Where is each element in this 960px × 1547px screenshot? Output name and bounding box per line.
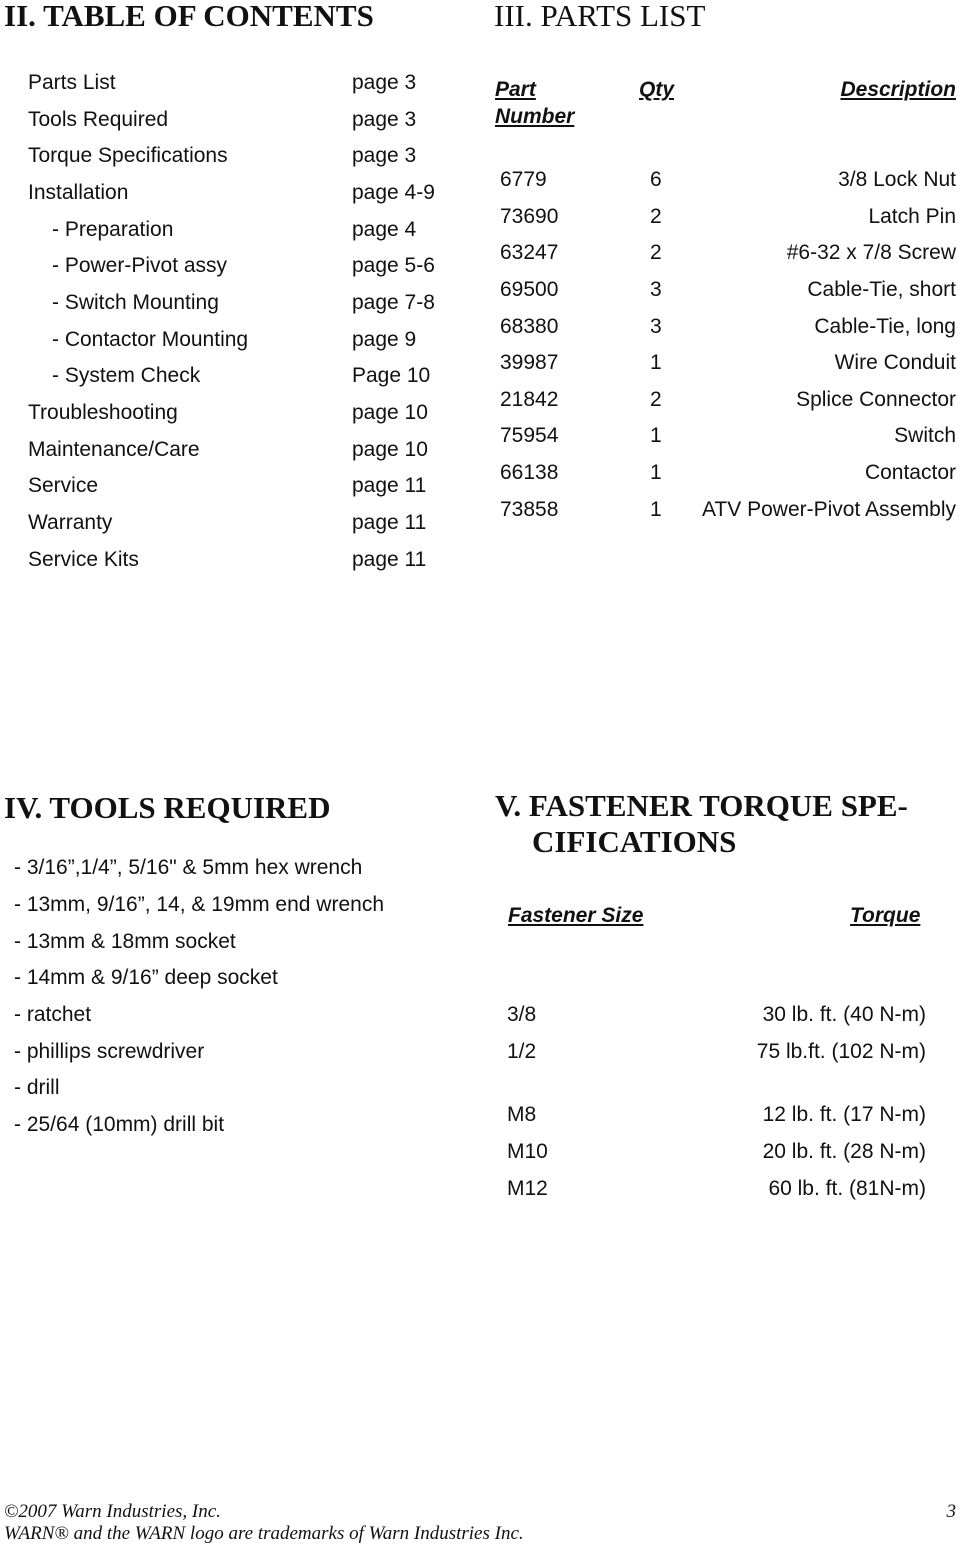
part-qty: 2 (650, 388, 662, 411)
torque-row (490, 1037, 930, 1067)
toc-entry (0, 288, 460, 318)
footer-page-number: 3 (946, 1501, 956, 1522)
toc-page: page 4 (352, 218, 417, 241)
toc-label: Tools Required (28, 108, 169, 131)
part-qty: 1 (650, 461, 662, 484)
toc-label: Service (28, 474, 99, 497)
toc-page: Page 10 (352, 364, 431, 387)
toc-entry (0, 545, 460, 575)
part-qty: 1 (650, 351, 662, 374)
parts-row (490, 165, 960, 195)
toc-page: page 3 (352, 108, 417, 131)
parts-row (490, 238, 960, 268)
toc-page: page 7-8 (352, 291, 435, 314)
tool-item: - ratchet (14, 1003, 92, 1026)
tool-item: - 25/64 (10mm) drill bit (14, 1113, 225, 1136)
parts-col-part-number (495, 76, 574, 130)
toc-entry (0, 178, 460, 208)
parts-heading: III. PARTS LIST (494, 0, 706, 33)
torque-value: 30 lb. ft. (40 N-m) (762, 1003, 926, 1026)
toc-entry (0, 471, 460, 501)
toc-label: Warranty (28, 511, 113, 534)
torque-heading (495, 788, 908, 860)
fastener-size: M12 (507, 1177, 548, 1200)
parts-col-description: Description (840, 78, 956, 101)
part-description: 3/8 Lock Nut (838, 168, 956, 191)
parts-row (490, 348, 960, 378)
parts-col-part-line1: Part (495, 78, 536, 101)
torque-value: 20 lb. ft. (28 N-m) (762, 1140, 926, 1163)
part-number: 21842 (500, 388, 559, 411)
toc-heading: II. TABLE OF CONTENTS (4, 0, 374, 33)
toc-entry (0, 361, 460, 391)
torque-heading-line1: V. FASTENER TORQUE SPE- (495, 788, 908, 823)
toc-entry (0, 251, 460, 281)
toc-page: page 10 (352, 401, 428, 424)
parts-row (490, 385, 960, 415)
part-description: ATV Power-Pivot Assembly (701, 498, 956, 521)
toc-page: page 5-6 (352, 254, 435, 277)
tool-item: - 14mm & 9/16” deep socket (14, 966, 278, 989)
part-number: 75954 (500, 424, 559, 447)
toc-page: page 11 (352, 548, 427, 571)
toc-page: page 3 (352, 144, 417, 167)
toc-label: Maintenance/Care (28, 438, 200, 461)
toc-page: page 3 (352, 71, 417, 94)
toc-label: Troubleshooting (28, 401, 178, 424)
torque-col-torque: Torque (850, 904, 921, 927)
footer-copyright: ©2007 Warn Industries, Inc. (4, 1501, 221, 1522)
torque-value: 75 lb.ft. (102 N-m) (756, 1040, 926, 1063)
torque-row (490, 1174, 930, 1204)
part-qty: 3 (650, 278, 662, 301)
part-description: Latch Pin (868, 205, 956, 228)
torque-heading-line2: CIFICATIONS (532, 824, 737, 859)
toc-label: - System Check (52, 364, 201, 387)
toc-label: - Power-Pivot assy (52, 254, 228, 277)
toc-label: - Preparation (52, 218, 174, 241)
toc-label: Installation (28, 181, 129, 204)
parts-row (490, 458, 960, 488)
torque-value: 12 lb. ft. (17 N-m) (762, 1103, 926, 1126)
toc-entry (0, 215, 460, 245)
part-description: #6-32 x 7/8 Screw (786, 241, 956, 264)
parts-row (490, 421, 960, 451)
fastener-size: 3/8 (507, 1003, 537, 1026)
toc-entry (0, 398, 460, 428)
tool-item: - 13mm & 18mm socket (14, 930, 236, 953)
part-description: Cable-Tie, short (807, 278, 956, 301)
parts-row (490, 495, 960, 525)
part-description: Cable-Tie, long (814, 315, 956, 338)
toc-page: page 11 (352, 511, 427, 534)
tool-item: - 3/16”,1/4”, 5/16" & 5mm hex wrench (14, 856, 363, 879)
torque-value: 60 lb. ft. (81N-m) (768, 1177, 926, 1200)
toc-label: Parts List (28, 71, 116, 94)
tool-item: - drill (14, 1076, 60, 1099)
parts-col-part-line2: Number (495, 105, 575, 128)
toc-entry (0, 435, 460, 465)
toc-page: page 4-9 (352, 181, 435, 204)
toc-entry (0, 105, 460, 135)
toc-page: page 9 (352, 328, 417, 351)
part-qty: 6 (650, 168, 662, 191)
part-description: Switch (894, 424, 956, 447)
toc-entry (0, 325, 460, 355)
tool-item: - 13mm, 9/16”, 14, & 19mm end wrench (14, 893, 384, 916)
toc-entry (0, 508, 460, 538)
toc-entry (0, 141, 460, 171)
toc-page: page 10 (352, 438, 428, 461)
fastener-size: M10 (507, 1140, 548, 1163)
torque-col-fastener-size: Fastener Size (508, 904, 644, 927)
part-description: Splice Connector (796, 388, 956, 411)
part-qty: 2 (650, 205, 662, 228)
fastener-size: 1/2 (507, 1040, 537, 1063)
part-qty: 2 (650, 241, 662, 264)
torque-row (490, 1137, 930, 1167)
toc-label: - Contactor Mounting (52, 328, 249, 351)
parts-row (490, 312, 960, 342)
part-number: 68380 (500, 315, 559, 338)
toc-entry (0, 68, 460, 98)
torque-row (490, 1000, 930, 1030)
part-qty: 1 (650, 424, 662, 447)
tools-heading: IV. TOOLS REQUIRED (4, 790, 331, 825)
part-qty: 3 (650, 315, 662, 338)
part-number: 69500 (500, 278, 559, 301)
part-number: 6779 (500, 168, 547, 191)
part-qty: 1 (650, 498, 662, 521)
torque-row (490, 1100, 930, 1130)
toc-label: Service Kits (28, 548, 139, 571)
part-number: 63247 (500, 241, 559, 264)
footer-trademark: WARN® and the WARN logo are trademarks of Warn Industries Inc. (4, 1523, 524, 1544)
parts-col-qty: Qty (639, 78, 675, 101)
fastener-size: M8 (507, 1103, 537, 1126)
part-description: Wire Conduit (834, 351, 956, 374)
parts-row (490, 202, 960, 232)
part-number: 73690 (500, 205, 559, 228)
part-description: Contactor (864, 461, 956, 484)
tool-item: - phillips screwdriver (14, 1040, 205, 1063)
part-number: 73858 (500, 498, 559, 521)
toc-label: Torque Specifications (28, 144, 228, 167)
parts-row (490, 275, 960, 305)
part-number: 39987 (500, 351, 559, 374)
part-number: 66138 (500, 461, 559, 484)
toc-page: page 11 (352, 474, 427, 497)
toc-label: - Switch Mounting (52, 291, 219, 314)
